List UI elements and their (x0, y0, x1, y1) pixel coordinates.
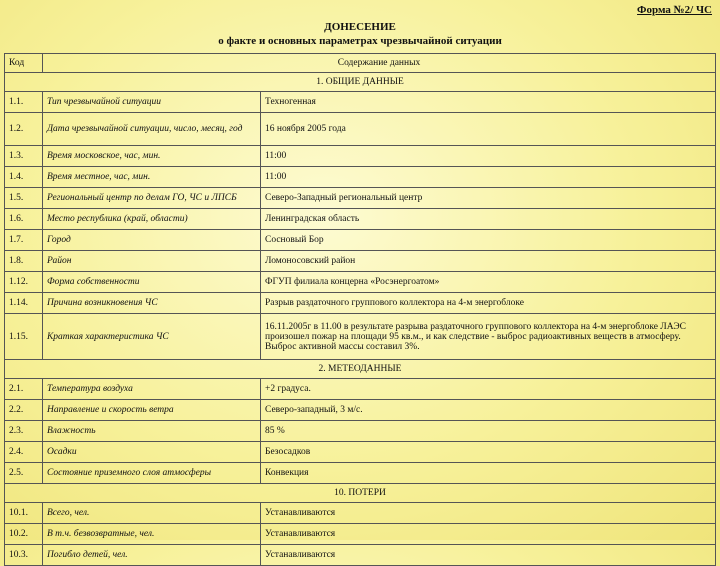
row-value: Северо-западный, 3 м/с. (261, 400, 716, 421)
row-value: Конвекция (261, 463, 716, 484)
table-row (5, 251, 716, 272)
table-row (5, 188, 716, 209)
row-label: Направление и скорость ветра (43, 400, 261, 421)
row-value: ФГУП филиала концерна «Росэнергоатом» (261, 272, 716, 293)
row-code: 1.15. (5, 314, 43, 360)
document-title-block (0, 20, 720, 48)
row-value: 11:00 (261, 167, 716, 188)
table-row (5, 503, 716, 524)
row-label: Район (43, 251, 261, 272)
form-number: Форма №2/ ЧС (637, 4, 712, 16)
row-label: В т.ч. безвозвратные, чел. (43, 524, 261, 545)
row-code: 10.1. (5, 503, 43, 524)
row-code: 1.6. (5, 209, 43, 230)
row-value: Устанавливаются (261, 545, 716, 566)
row-label: Время московское, час, мин. (43, 146, 261, 167)
table-row (5, 524, 716, 545)
table-row (5, 272, 716, 293)
section-header-row (5, 73, 716, 92)
row-label: Тип чрезвычайной ситуации (43, 92, 261, 113)
row-label: Место республика (край, области) (43, 209, 261, 230)
row-value: 85 % (261, 421, 716, 442)
row-label: Причина возникновения ЧС (43, 293, 261, 314)
column-header-content: Содержание данных (43, 54, 716, 73)
table-row (5, 113, 716, 146)
table-row (5, 230, 716, 251)
section-header-row (5, 360, 716, 379)
table-row (5, 167, 716, 188)
row-code: 1.12. (5, 272, 43, 293)
row-label: Дата чрезвычайной ситуации, число, месяц, год (43, 113, 261, 146)
column-header-code: Код (5, 54, 43, 73)
section-title: 1. ОБЩИЕ ДАННЫЕ (5, 73, 716, 92)
row-code: 2.5. (5, 463, 43, 484)
row-value: Устанавливаются (261, 524, 716, 545)
row-code: 1.7. (5, 230, 43, 251)
table-row (5, 314, 716, 360)
document-subtitle: о факте и основных параметрах чрезвычайной ситуации (218, 35, 502, 47)
row-code: 2.3. (5, 421, 43, 442)
row-label: Состояние приземного слоя атмосферы (43, 463, 261, 484)
row-label: Краткая характеристика ЧС (43, 314, 261, 360)
table-row (5, 293, 716, 314)
row-value: Ломоносовский район (261, 251, 716, 272)
row-code: 1.2. (5, 113, 43, 146)
section-header-row (5, 484, 716, 503)
table-row (5, 545, 716, 566)
section-title: 10. ПОТЕРИ (5, 484, 716, 503)
row-label: Региональный центр по делам ГО, ЧС и ЛПСБ (43, 188, 261, 209)
row-label: Форма собственности (43, 272, 261, 293)
row-label: Осадки (43, 442, 261, 463)
row-value: Разрыв раздаточного группового коллектора на 4-м энергоблоке (261, 293, 716, 314)
row-value: Безосадков (261, 442, 716, 463)
table-row (5, 92, 716, 113)
row-code: 1.14. (5, 293, 43, 314)
row-code: 1.5. (5, 188, 43, 209)
table-row (5, 463, 716, 484)
row-value: 16 ноября 2005 года (261, 113, 716, 146)
table-row (5, 421, 716, 442)
row-label: Всего, чел. (43, 503, 261, 524)
document-title: ДОНЕСЕНИЕ (324, 21, 396, 33)
section-title: 2. МЕТЕОДАННЫЕ (5, 360, 716, 379)
row-code: 1.1. (5, 92, 43, 113)
report-table-body (5, 73, 716, 566)
row-code: 10.2. (5, 524, 43, 545)
row-code: 1.8. (5, 251, 43, 272)
table-row (5, 146, 716, 167)
row-code: 2.1. (5, 379, 43, 400)
row-value: Сосновый Бор (261, 230, 716, 251)
table-row (5, 209, 716, 230)
row-value: 16.11.2005г в 11.00 в результате разрыва раздаточного группового коллектора на 4-м энергоблоке ЛАЭС произошел пожар на площади 95 кв.м., и как следствие - выброс радиоактивных веществ в атмосферу. Выброс активной массы составил 3%. (261, 314, 716, 360)
row-label: Влажность (43, 421, 261, 442)
row-label: Время местное, час, мин. (43, 167, 261, 188)
row-code: 2.4. (5, 442, 43, 463)
row-code: 10.3. (5, 545, 43, 566)
row-value: Северо-Западный региональный центр (261, 188, 716, 209)
row-code: 1.4. (5, 167, 43, 188)
table-row (5, 379, 716, 400)
row-value: Техногенная (261, 92, 716, 113)
row-value: Устанавливаются (261, 503, 716, 524)
row-code: 1.3. (5, 146, 43, 167)
table-row (5, 442, 716, 463)
row-value: Ленинградская область (261, 209, 716, 230)
report-table (4, 53, 716, 566)
row-value: +2 градуса. (261, 379, 716, 400)
row-label: Погибло детей, чел. (43, 545, 261, 566)
row-label: Город (43, 230, 261, 251)
row-value: 11:00 (261, 146, 716, 167)
table-row (5, 400, 716, 421)
row-label: Температура воздуха (43, 379, 261, 400)
row-code: 2.2. (5, 400, 43, 421)
